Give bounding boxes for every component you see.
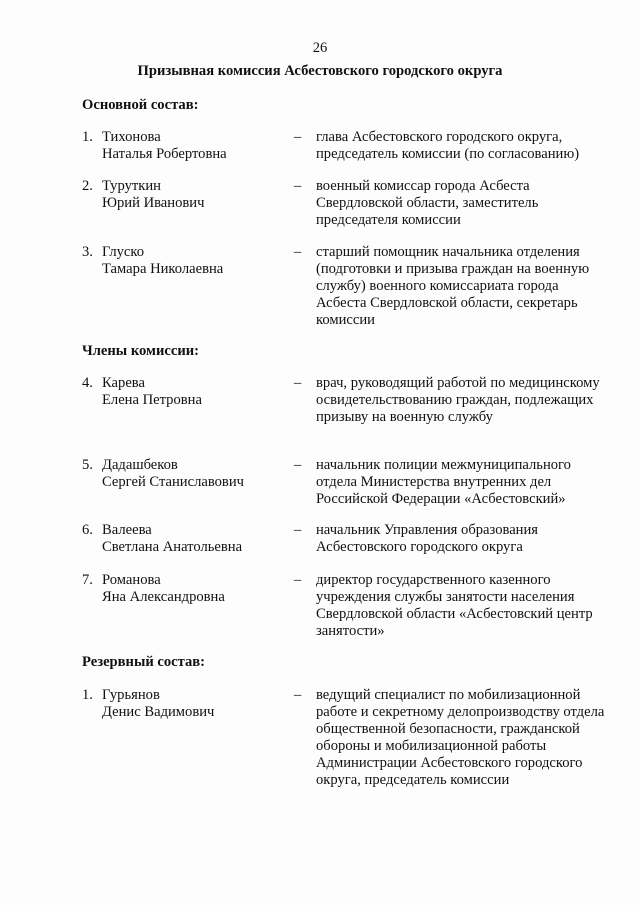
member-surname: Романова: [102, 572, 161, 588]
member-number: 1.: [82, 687, 93, 703]
member-name: [102, 572, 292, 606]
member-role: глава Асбестовского городского округа, председатель комиссии (по согласованию): [316, 129, 580, 162]
member-given-name: Светлана Анатольевна: [102, 539, 243, 555]
role-dash: –: [294, 129, 302, 145]
member-name: [102, 375, 292, 409]
member-role: старший помощник начальника отделения (подготовки и призыва граждан на военную службу) военного комиссариата города Асбеста Свердловской области, секретарь комиссии: [316, 244, 590, 328]
member-given-name: Елена Петровна: [102, 392, 202, 408]
role-dash: –: [294, 572, 302, 588]
section-heading-members: Члены комиссии:: [82, 343, 200, 359]
member-surname: Валеева: [102, 522, 152, 538]
member-role: начальник Управления образования Асбестовского городского округа: [316, 522, 538, 555]
member-name: [102, 178, 292, 212]
role-dash: –: [294, 687, 302, 703]
member-number: 3.: [82, 244, 93, 260]
section-heading-main: Основной состав:: [82, 97, 199, 113]
role-dash: –: [294, 244, 302, 260]
member-surname: Туруткин: [102, 178, 161, 194]
member-surname: Глуско: [102, 244, 145, 260]
member-surname: Тихонова: [102, 129, 161, 145]
member-number: 6.: [82, 522, 93, 538]
member-given-name: Юрий Иванович: [102, 195, 205, 211]
member-number: 1.: [82, 129, 93, 145]
member-role: врач, руководящий работой по медицинскому освидетельствованию граждан, подлежащих призыву на военную службу: [316, 375, 600, 425]
section-heading-reserve: Резервный состав:: [82, 654, 206, 670]
page-number: 26: [312, 40, 328, 56]
member-name: [102, 244, 292, 278]
member-number: 7.: [82, 572, 93, 588]
member-name: [102, 522, 292, 556]
role-dash: –: [294, 522, 302, 538]
role-dash: –: [294, 178, 302, 194]
member-name: [102, 687, 292, 721]
member-given-name: Денис Вадимович: [102, 704, 215, 720]
member-number: 4.: [82, 375, 93, 391]
member-surname: Гурьянов: [102, 687, 160, 703]
role-dash: –: [294, 375, 302, 391]
member-given-name: Наталья Робертовна: [102, 146, 227, 162]
member-given-name: Яна Александровна: [102, 589, 225, 605]
member-surname: Дадашбеков: [102, 457, 178, 473]
member-name: [102, 129, 292, 163]
member-role: начальник полиции межмуниципального отдела Министерства внутренних дел Российской Федерации «Асбестовский»: [316, 457, 571, 507]
member-surname: Карева: [102, 375, 145, 391]
document-title: Призывная комиссия Асбестовского городского округа: [137, 63, 503, 79]
member-role: военный комиссар города Асбеста Свердловской области, заместитель председателя комиссии: [316, 178, 539, 228]
member-name: [102, 457, 292, 491]
member-number: 2.: [82, 178, 93, 194]
member-role: директор государственного казенного учреждения службы занятости населения Свердловской области «Асбестовский центр занятости»: [316, 572, 593, 639]
member-number: 5.: [82, 457, 93, 473]
member-role: ведущий специалист по мобилизационной работе и секретному делопроизводству отдела общественной безопасности, гражданской обороны и мобилизационной работы Администрации Асбестовского городского округа, председатель комиссии: [316, 687, 605, 788]
member-given-name: Тамара Николаевна: [102, 261, 224, 277]
member-given-name: Сергей Станиславович: [102, 474, 244, 490]
role-dash: –: [294, 457, 302, 473]
